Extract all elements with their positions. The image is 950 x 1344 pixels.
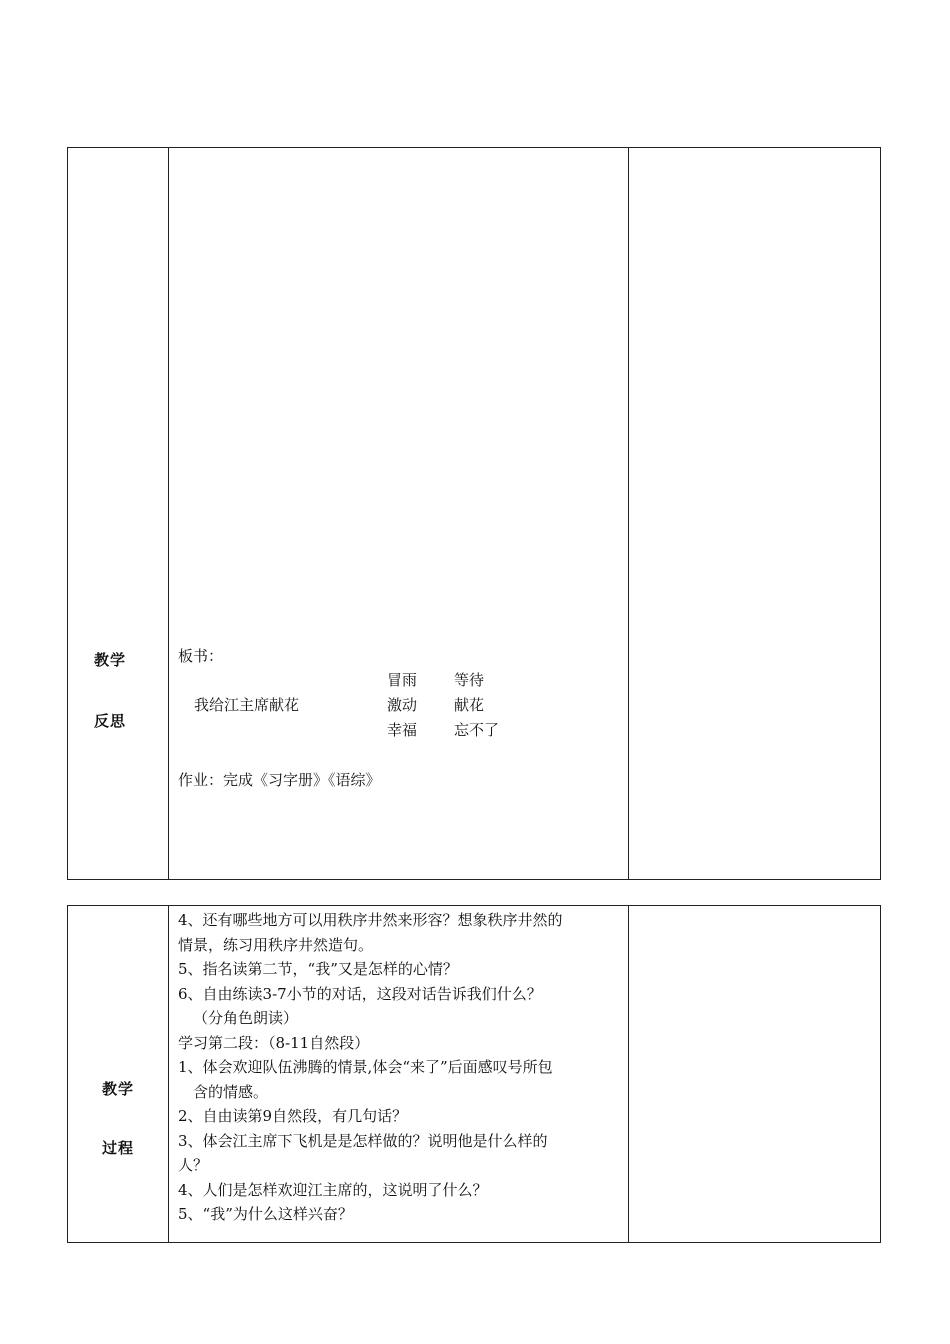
process-line: 情景，练习用秩序井然造句。 (178, 935, 374, 954)
process-line: 5、“我”为什么这样兴奋？ (178, 1205, 353, 1223)
process-line: 6、自由练读3-7小节的对话，这段对话告诉我们什么？ (178, 984, 542, 1003)
process-line: 4、人们是怎样欢迎江主席的，这说明了什么？ (178, 1180, 488, 1199)
board-title: 板书： (178, 647, 224, 665)
homework-text: 作业：完成《习字册》《语综》 (178, 771, 381, 789)
process-line: 含的情感。 (193, 1082, 269, 1101)
board-word: 幸福 (387, 721, 418, 739)
process-line: 5、指名读第二节，“我”又是怎样的心情？ (178, 960, 458, 978)
process-table (67, 905, 881, 1243)
board-main-phrase: 我给江主席献花 (194, 696, 300, 714)
process-line: 2、自由读第9自然段，有几句话？ (178, 1107, 408, 1125)
process-line: 4、还有哪些地方可以用秩序井然来形容？想象秩序井然的 (178, 911, 563, 929)
process-line: 3、体会江主席下飞机是是怎样做的？说明他是什么样的 (178, 1131, 548, 1150)
section-label-line2: 过程 (102, 1139, 135, 1157)
column-divider (168, 906, 169, 1242)
process-line: 人？ (178, 1156, 209, 1174)
column-divider (168, 148, 169, 879)
process-line: （分角色朗读） (193, 1009, 299, 1027)
board-word: 献花 (454, 696, 485, 714)
section-label-line1: 教学 (94, 651, 127, 669)
process-line: 1、体会欢迎队伍沸腾的情景,体会“来了”后面感叹号所包 (178, 1058, 553, 1076)
section-label-line1: 教学 (102, 1080, 135, 1098)
column-divider (628, 148, 629, 879)
reflection-table (67, 147, 881, 880)
board-word: 忘不了 (454, 721, 500, 739)
column-divider (628, 906, 629, 1242)
section-label-line2: 反思 (94, 712, 127, 730)
board-word: 冒雨 (387, 671, 418, 689)
board-word: 激动 (387, 696, 418, 714)
process-line: 学习第二段：（8-11自然段） (178, 1033, 370, 1052)
process-content (178, 908, 563, 1227)
board-word: 等待 (454, 671, 485, 689)
